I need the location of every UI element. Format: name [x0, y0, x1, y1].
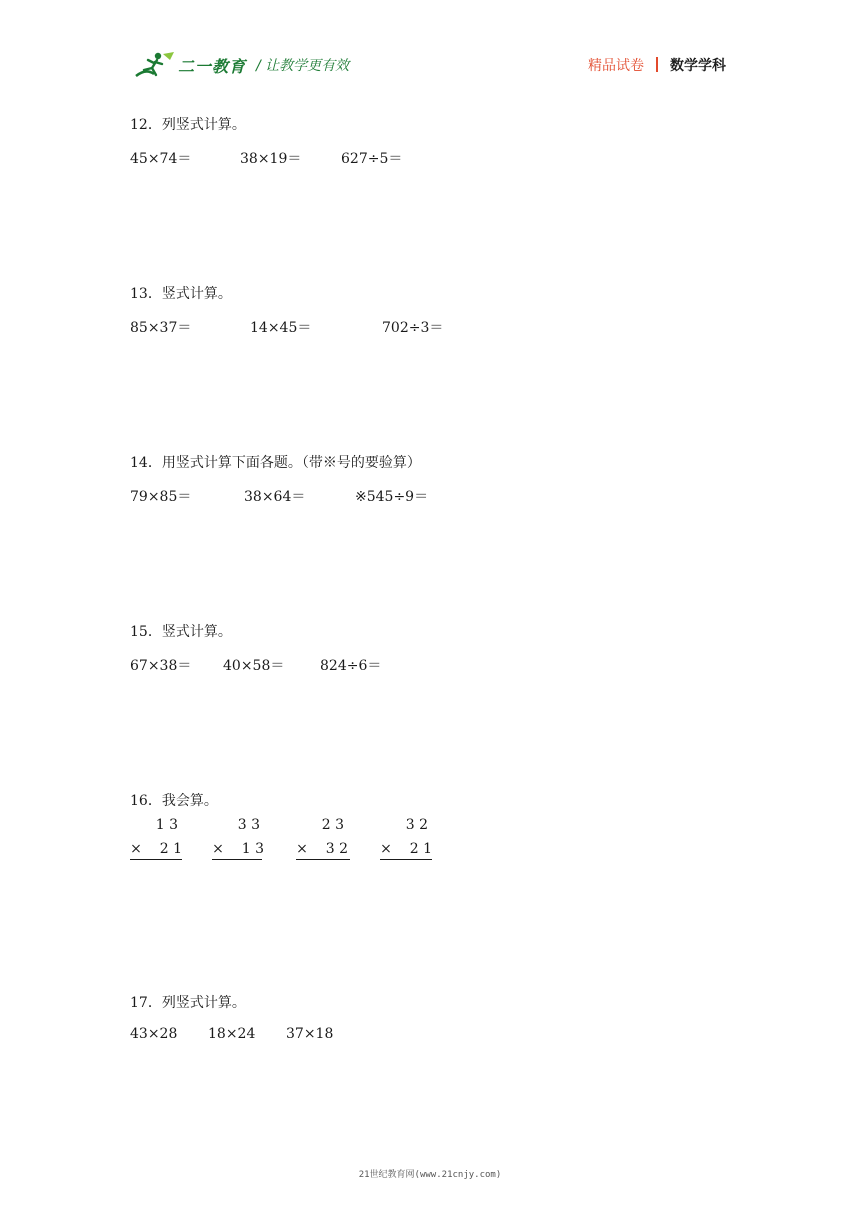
question-12-title: 12．列竖式计算。	[130, 117, 246, 133]
problem: 38×19＝	[240, 151, 302, 167]
problem: 67×38＝	[130, 658, 192, 674]
question-17-title: 17．列竖式计算。	[130, 995, 246, 1011]
times-sign: ×	[130, 841, 142, 857]
question-15-items	[130, 655, 730, 675]
answer-line	[130, 859, 182, 860]
times-sign: ×	[212, 841, 224, 857]
header-right	[588, 55, 726, 75]
bottom-number: 2 1	[409, 841, 432, 857]
problem: 38×64＝	[244, 489, 306, 505]
header-divider	[656, 57, 658, 72]
running-man-logo-icon	[132, 50, 176, 80]
question-16-title: 16．我会算。	[130, 793, 218, 809]
vertical-multiplication	[380, 817, 432, 861]
brand-name: 二一教育	[178, 57, 247, 76]
brand-slogan: / 让教学更有效	[256, 58, 350, 74]
question-13-items	[130, 317, 730, 337]
page-header	[0, 0, 860, 90]
question-13-title: 13．竖式计算。	[130, 286, 232, 302]
bottom-number: 3 2	[325, 841, 348, 857]
top-number: 1 3	[155, 817, 178, 833]
times-sign: ×	[380, 841, 392, 857]
vertical-multiplication	[130, 817, 182, 861]
answer-line	[212, 859, 262, 860]
page-footer: 21世纪教育网(www.21cnjy.com)	[358, 1170, 502, 1180]
vertical-multiplication	[212, 817, 264, 861]
problem: 40×58＝	[223, 658, 285, 674]
problem: 85×37＝	[130, 320, 192, 336]
bottom-number: 2 1	[159, 841, 182, 857]
top-number: 3 3	[237, 817, 260, 833]
problem: 45×74＝	[130, 151, 192, 167]
question-17-items	[130, 1026, 730, 1046]
problem: 702÷3＝	[382, 320, 444, 336]
question-12-items	[130, 148, 730, 168]
question-14-title: 14．用竖式计算下面各题。（带※号的要验算）	[130, 455, 421, 471]
answer-line	[296, 859, 350, 860]
premium-paper-badge: 精品试卷	[588, 58, 644, 74]
problem: 18×24	[208, 1026, 256, 1042]
problem: 824÷6＝	[320, 658, 382, 674]
vertical-multiplication	[296, 817, 348, 861]
subject-label: 数学学科	[670, 58, 726, 74]
problem: 43×28	[130, 1026, 178, 1042]
problem: 79×85＝	[130, 489, 192, 505]
problem: ※545÷9＝	[355, 489, 429, 505]
problem: 37×18	[286, 1026, 334, 1042]
question-15-title: 15．竖式计算。	[130, 624, 232, 640]
question-14-items	[130, 486, 730, 506]
times-sign: ×	[296, 841, 308, 857]
problem: 627÷5＝	[341, 151, 403, 167]
answer-line	[380, 859, 432, 860]
top-number: 2 3	[321, 817, 344, 833]
bottom-number: 1 3	[241, 841, 264, 857]
top-number: 3 2	[405, 817, 428, 833]
problem: 14×45＝	[250, 320, 312, 336]
